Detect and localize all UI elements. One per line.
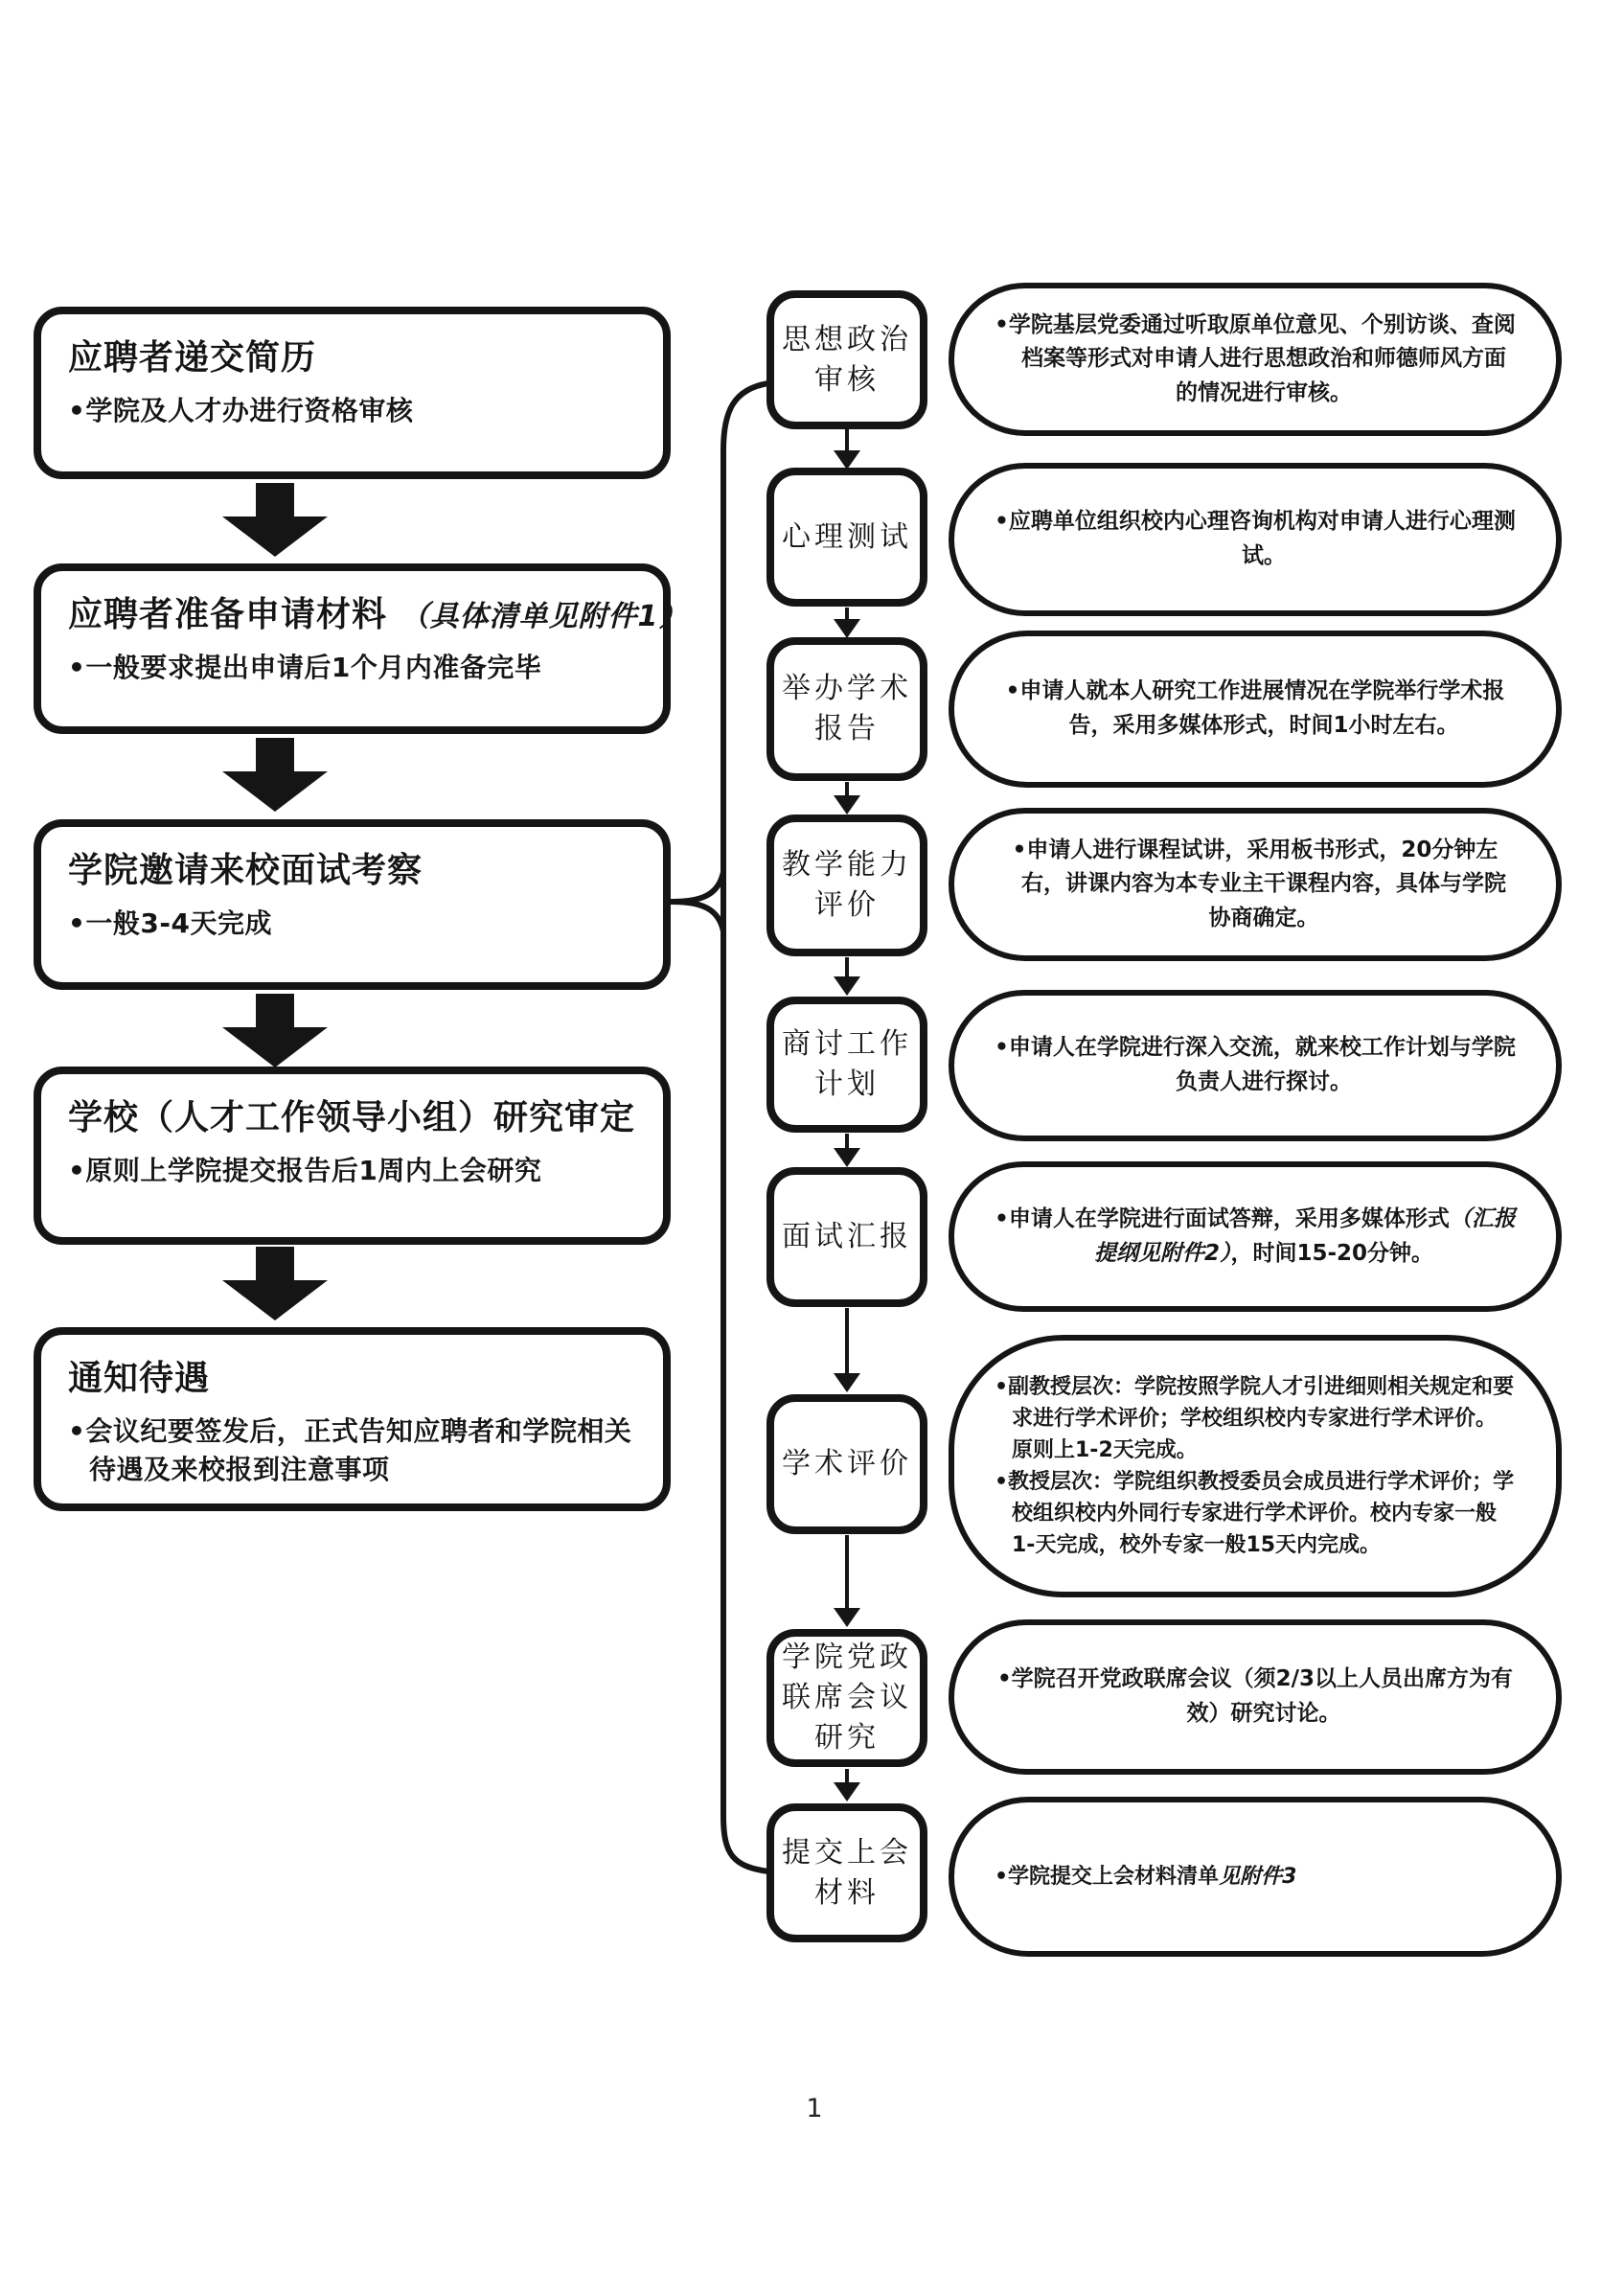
substep-detail-oval: [949, 1335, 1562, 1597]
substep-detail-oval: [949, 1161, 1562, 1312]
step-bullet: •学院及人才办进行资格审核: [68, 395, 414, 427]
substep-label: 面试汇报: [782, 1220, 912, 1253]
detail-text: •学院提交上会材料清单: [995, 1865, 1220, 1889]
substep-label: 思想政治审核: [782, 322, 912, 397]
page-number: 1: [806, 2094, 823, 2123]
substep-detail-text: •申请人在学院进行深入交流，就来校工作计划与学院负责人进行探讨。: [995, 1035, 1516, 1094]
step-bullet: •一般要求提出申请后1个月内准备完毕: [68, 652, 542, 684]
detail-text: ，时间15-20分钟。: [1230, 1240, 1434, 1266]
down-arrow-icon: [834, 1308, 860, 1392]
down-arrow-icon: [834, 1535, 860, 1627]
step-title-text: 应聘者递交简历: [68, 338, 317, 378]
substep-detail-text: [995, 1203, 1516, 1271]
step-box-submit-resume: [34, 307, 671, 479]
substep-detail-text: •申请人进行课程试讲，采用板书形式，20分钟左右，讲课内容为本专业主干课程内容，具体与学院协商确定。: [1012, 837, 1506, 930]
step-title: [68, 337, 646, 379]
substep-box-academic-talk: [766, 637, 927, 781]
substep-detail-text: •副教授层次：学院按照学院人才引进细则相关规定和要求进行学术评价；学校组织校内专家进行学术评价。原则上1-2天完成。: [995, 1375, 1515, 1462]
substep-detail-oval: [949, 1797, 1562, 1957]
step-title: [68, 850, 646, 891]
substep-label: 心理测试: [782, 519, 912, 554]
substep-box-political-review: [766, 290, 927, 429]
substep-label: 学术评价: [782, 1447, 912, 1480]
detail-emphasis: 见附件3: [1219, 1865, 1297, 1889]
substep-label: 学院党政联席会议研究: [782, 1641, 912, 1755]
substep-box-psych-test: [766, 468, 927, 607]
step-bullet: •一般3-4天完成: [68, 907, 272, 940]
substep-detail-oval: [949, 808, 1562, 961]
substep-label: 教学能力评价: [782, 848, 912, 922]
substep-detail-oval: [949, 283, 1562, 436]
step-box-notify-offer: [34, 1327, 671, 1511]
substep-box-joint-meeting: [766, 1629, 927, 1767]
step-title-text: 应聘者准备申请材料: [68, 595, 388, 634]
step-title: [68, 1097, 646, 1138]
substep-detail-text: •应聘单位组织校内心理咨询机构对申请人进行心理测试。: [995, 509, 1516, 568]
substep-detail-oval: [949, 1619, 1562, 1775]
step-bullet: •会议纪要签发后，正式告知应聘者和学院相关待遇及来校报到注意事项: [68, 1415, 632, 1485]
substep-detail-oval: [949, 463, 1562, 616]
step-title: [68, 1358, 646, 1399]
step-bullet: •原则上学院提交报告后1周内上会研究: [68, 1155, 542, 1187]
block-down-arrow-icon: [222, 994, 328, 1067]
down-arrow-icon: [834, 429, 860, 470]
substep-detail-oval: [949, 990, 1562, 1141]
substep-box-academic-eval: [766, 1394, 927, 1534]
step-title-emphasis: （具体清单见附件1）: [400, 600, 689, 633]
block-down-arrow-icon: [222, 738, 328, 812]
down-arrow-icon: [834, 1769, 860, 1802]
substep-detail-text: [995, 1861, 1516, 1893]
step-title-text: 学院邀请来校面试考察: [68, 851, 423, 890]
substep-detail-text: •申请人就本人研究工作进展情况在学院举行学术报告，采用多媒体形式，时间1小时左右。: [1005, 678, 1505, 738]
down-arrow-icon: [834, 1134, 860, 1167]
block-down-arrow-icon: [222, 483, 328, 557]
step-box-university-review: [34, 1067, 671, 1245]
substep-detail-text: •学院召开党政联席会议（须2/3以上人员出席方为有效）研究讨论。: [996, 1666, 1514, 1726]
down-arrow-icon: [834, 957, 860, 996]
substep-label: 举办学术报告: [782, 672, 912, 746]
substep-detail-text: •教授层次：学院组织教授委员会成员进行学术评价；学校组织校内外同行专家进行学术评价。校内专家一般1-天完成，校外专家一般15天内完成。: [995, 1470, 1515, 1557]
step-title: [68, 594, 689, 635]
substep-label: 商讨工作计划: [782, 1027, 912, 1101]
substep-box-work-plan: [766, 997, 927, 1133]
substep-box-submit-meeting-materials: [766, 1803, 927, 1942]
detail-text: •申请人在学院进行面试答辩，采用多媒体形式: [995, 1205, 1450, 1231]
substep-label: 提交上会材料: [782, 1835, 912, 1910]
step-title-text: 学校（人才工作领导小组）研究审定: [68, 1098, 636, 1137]
block-down-arrow-icon: [222, 1247, 328, 1320]
substep-detail-text: •学院基层党委通过听取原单位意见、个别访谈、查阅档案等形式对申请人进行思想政治和师德师风方面的情况进行审核。: [995, 311, 1516, 405]
detail-emphasis: （汇报提纲见附件2）: [1093, 1205, 1516, 1266]
step-title-text: 通知待遇: [68, 1359, 211, 1398]
substep-box-interview-report: [766, 1167, 927, 1307]
substep-box-teaching-eval: [766, 815, 927, 956]
down-arrow-icon: [834, 782, 860, 815]
step-box-campus-interview: [34, 819, 671, 990]
substep-detail-oval: [949, 631, 1562, 788]
down-arrow-icon: [834, 608, 860, 638]
step-box-prepare-materials: [34, 563, 689, 734]
